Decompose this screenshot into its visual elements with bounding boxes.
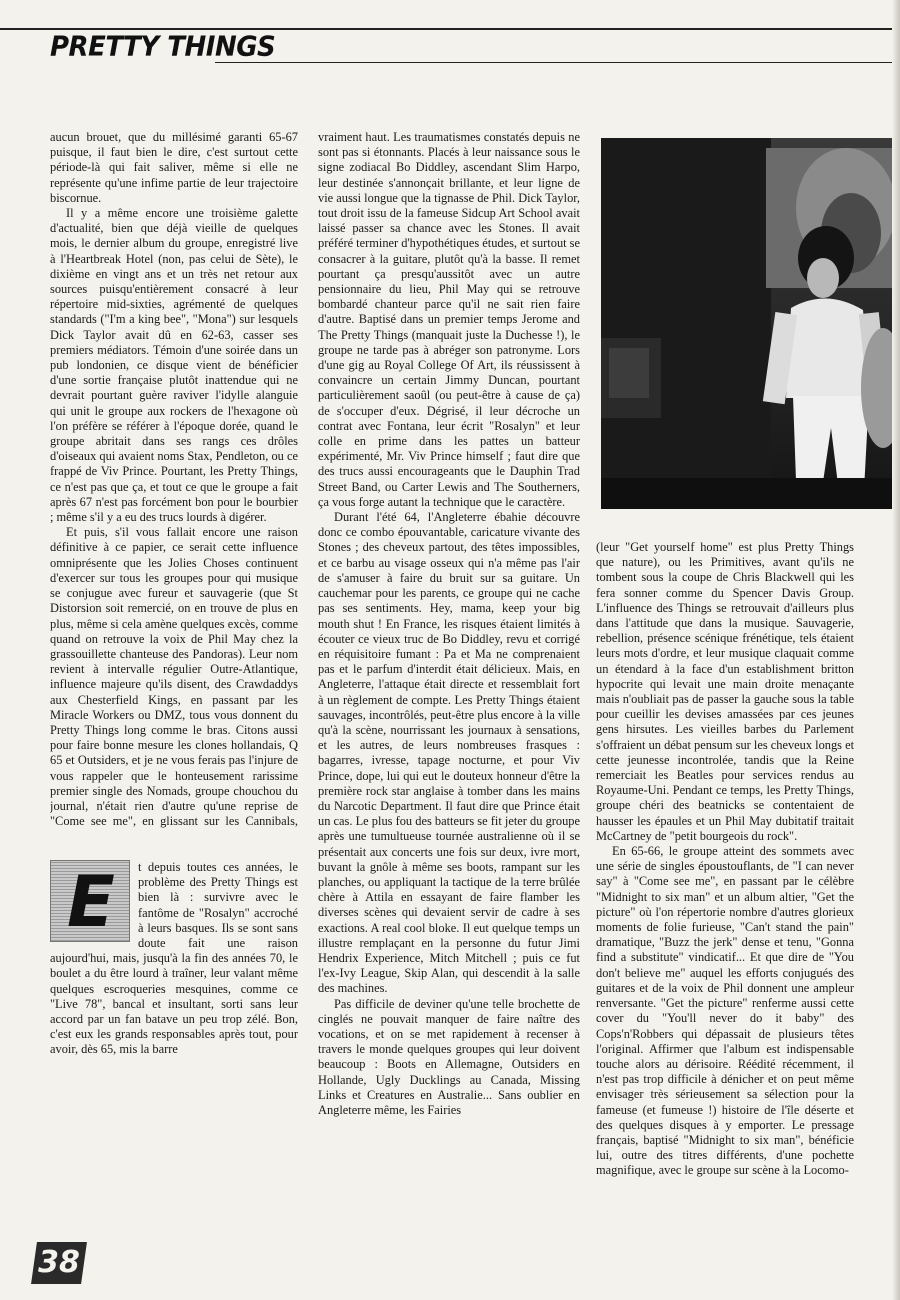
dropcap-letter: E bbox=[67, 861, 115, 943]
paragraph: aucun brouet, que du millésimé garanti 65-67 puisque, il faut bien le dire, c'est surtout cette période-là qui fait saliver, même si elle ne représente qu'une infime partie de leur trajectoire biscornue. bbox=[50, 130, 298, 205]
paragraph: Et puis, s'il vous fallait encore une raison définitive à ce papier, ce serait cette influence omniprésente que les Jolies Choses continuent d'exercer sur tous les groupes pour qui musique se conjugue avec fureur et sauvagerie (que St Distorsion soit remercié, on en trouve de plus en plus, même si cela amène quelques excès, comme quand on retrouve la voix de Phil May chez la grassouillette chanteuse des Pandoras). Leur nom revient à intervalle régulier Outre-Atlantique, influence majeure qu'ils disent, des Crawdaddys aux Chesterfield Kings, en passant par les Miracle Workers ou DMZ, tous vous donnent du Pretty Things long comme le bras. Citons aussi pour faire bonne mesure les clones hollandais, Q 65 et Outsiders, et je ne vous ferais pas l'injure de vous rappeler que le honteusement rarissime premier single des Nomads, groupe chouchou du journal, n'était rien d'autre qu'une reprise de "Come see me", en glissant sur les Cannibals, bbox=[50, 525, 298, 829]
column-1-lower bbox=[50, 860, 298, 1218]
paragraph: Il y a même encore une troisième galette d'actualité, bien que déjà vieille de quelques mois, le dernier album du groupe, enregistré live à l'Heartbreak Hotel (non, pas celui de Sète), le dixième en vingt ans et un très net retour aux sources puisqu'entièrement consacré à leur répertoire mid-sixties, agrémenté de quelques standards ("I'm a king bee", "Mona") sur lesquels Dick Taylor avait dû en 62-63, casser ses premiers médiators. Témoin d'une soirée dans un pub londonien, ce disque vient de bénéficier d'une sortie française plutôt inattendue qui ne devrait pourtant guère raviver l'idylle alanguie qui unit le groupe aux rockers de l'hexagone où l'on préfère se référer à l'époque dorée, quand le groupe abritait dans ses rangs ces drôles d'oiseaux qui avaient noms Stax, Pendleton, ou ce frappé de Viv Prince. Pourtant, les Pretty Things, ce n'est pas que ça, et tout ce que le groupe a fait après 67 n'est pas forcément bon pour le bourbier ; même s'il y a eu des trucs lourds à digérer. bbox=[50, 206, 298, 525]
paragraph: Durant l'été 64, l'Angleterre ébahie découvre donc ce combo épouvantable, caricature vivante des Stones ; des cheveux partout, des têtes impossibles, et ce barbu au visage osseux qui n'a même pas l'air de s'amuser à faire du bruit sur sa guitare. Un cauchemar pour les parents, ce groupe qui ne cache pas ses sentiments. Hey, mama, keep your big mouth shut ! En France, les risques étaient limités à écouter ce vieux truc de Bo Diddley, revu et corrigé en réquisitoire fumant : Pa et Ma ne comprenaient pas et le parfum d'interdit était délicieux. Mais, en Angleterre, l'attaque était directe et ressemblait fort à un règlement de compte. Les Pretty Things étaient sauvages, incontrôlés, peut-être plus encore à la ville qu'à la scène, nourrissant les journaux à sensations, et les autres, de leurs nombreuses frasques : bagarres, ivresse, tapage nocturne, et pour Viv Prince, dope, lui qui eut le douteux honneur d'être la première rock star anglaise à tomber dans les mains du Narcotic Department. Il faut dire que Prince était un cas. Le plus fou des batteurs se fit jeter du groupe après une tumultueuse tournée australienne où il se présentait aux concerts une fois sur deux, ivre mort, buvant la gnôle à même ses boots, rampant sur les planches, ou appliquant la tactique de la terre brûlée chère à Attila en essayant de faire flamber les diverses scènes qui devaient servir de cadre à ses exactions. A real cool bloke. Il eut quelque temps un illustre remplaçant en la personne du futur Jimi Hendrix Experience, Mitch Mitchell ; puis ce fut l'ex-Ivy League, Skip Alan, qui descendit à la salle des machines. bbox=[318, 510, 580, 996]
band-photo-illustration bbox=[601, 138, 895, 509]
paragraph: En 65-66, le groupe atteint des sommets avec une série de singles époustouflants, de "I can never say" à "Come see me", en passant par le célèbre "Midnight to six man" et un album altier, "Get the picture" où l'on répertorie nombre d'autres glorieux moments de folie furieuse, "Can't stand the pain" dramatique, "Buzz the jerk" dense et tenu, "Gonna find a substitute" vindicatif... Et que dire de "You don't believe me" auquel les efforts conjugués des guitares et de la voix de Phil donnent une ampleur renversante. "Get the picture" renferme aussi cette cover du "You'll never do it baby" des Cops'n'Robbers qui dépassait de plusieurs têtes l'original. Affirmer que l'album est indispensable touche alors au dérisoire. Réédité récemment, il n'est pas trop difficile à dénicher et on peut même envisager très sérieusement sa sélection pour la fameuse (et fumeuse !) histoire de l'île déserte et des quelques disques à y emporter. Le pressage français, baptisé "Midnight to six man", bénéficie lui, outre des titres différents, d'une pochette magnifique, avec le groupe sur scène à la Locomo- bbox=[596, 844, 854, 1178]
page-number-badge bbox=[31, 1242, 87, 1284]
paragraph: vraiment haut. Les traumatismes constatés depuis ne sont pas si étonnants. Placés à leur naissance sous le signe zodiacal Bo Diddley, ascendant Slim Harpo, leur destinée s'annonçait brillante, et leur ligne de vie aussi longue que la tignasse de Phil. Dick Taylor, tout droit issu de la fameuse Sidcup Art School avait laissé passer sa chance avec les Stones. Il avait préféré terminer d'hypothétiques études, et surtout se consacrer à la guitare, plutôt qu'à la basse. Il remet pourtant ça presqu'aussitôt avec un autre pensionnaire du lieu, Phil May qui se retrouve bombardé chanteur parce qu'il ne sait rien faire d'autre. Baptisé dans un premier temps Jerome and The Pretty Things (manquait juste la Duchesse !), le groupe ne tarde pas à abréger son patronyme. Lors d'une gig au Royal College Of Art, ils réussissent à convaincre un certain Jimmy Duncan, pourtant particulièrement saoûl (ou peut-être à cause de ça) de s'occuper d'eux. Dégrisé, il leur décroche un contrat avec Fontana, leur écrit "Rosalyn" et leur colle en prime dans les pattes un batteur expérimenté, Mr. Viv Prince himself ; faut dire que des trucs aussi encourageants que le Dauphin Trad Street Band, ou Carter Lewis and The Southerners, ça vous forge autant la technique que le caractère. bbox=[318, 130, 580, 509]
header-rule-thin bbox=[215, 62, 900, 63]
paragraph: Pas difficile de deviner qu'une telle brochette de cinglés ne pouvait manquer de faire naître des vocations, et on se met rapidement à recenser à travers le monde quelques groupes qui leur doivent beaucoup : Boots en Allemagne, Outsiders en Hollande, Ugly Ducklings au Canada, Missing Links et Creatures en Australie... Sans oublier en Angleterre même, les Fairies bbox=[318, 996, 580, 1117]
header-rule bbox=[0, 28, 900, 30]
dropcap-box bbox=[50, 860, 130, 942]
paragraph: (leur "Get yourself home" est plus Pretty Things que nature), ou les Primitives, avant qu'ils ne tombent sous la coupe de Chris Blackwell qui les fera sonner comme du Spencer Davis Group. L'influence des Things se retrouvait d'ailleurs plus dans l'attitude que dans la musique. Sauvagerie, rebellion, présence scénique frénétique, tels étaient leurs mots d'ordre, et leur musique claquait comme un étendard à la face d'un establishment britton hypocrite qui levait une main droite menaçante mais n'oubliait pas de passer la gauche sous la table pour cueillir les devises amassées par ces jeunes gens hirsutes. Les vieilles barbes du Parlement s'offraient un débat pensum sur les cheveux longs et cette jeunesse incontrolée, tandis que la Reine remerciait les Beatles pour services rendus au Royaume-Uni. Pendant ce temps, les Pretty Things, groupe chéri des beatnicks se contentaient de hausser les épaules et un Phil May dubitatif traitait McCartney de "petit bourgeois du rock". bbox=[596, 540, 854, 843]
band-photo bbox=[601, 138, 895, 509]
page-number: 38 bbox=[38, 1245, 80, 1280]
page-edge-shadow bbox=[892, 0, 900, 1300]
column-1 bbox=[50, 130, 298, 830]
column-2 bbox=[318, 130, 580, 1255]
paragraph: t depuis toutes ces années, le problème des Pretty Things est bien là : survivre avec le fantôme de "Rosalyn" accroché à leurs basques. Ils se sont sans doute fait une raison aujourd'hui, mais, jusqu'à la fin des années 70, le boulet a du être lourd à traîner, leur valant même quelques escroqueries mesquines, comme ce "Live 78", bancal et insultant, sorti sans leur accord par un fan batave un peu trop zélé. Bon, c'est eux les grands responsables après tout, pour avoir, dès 65, mis la barre bbox=[50, 860, 298, 1057]
running-header-title: PRETTY THINGS bbox=[50, 31, 276, 63]
column-3 bbox=[596, 540, 854, 1260]
